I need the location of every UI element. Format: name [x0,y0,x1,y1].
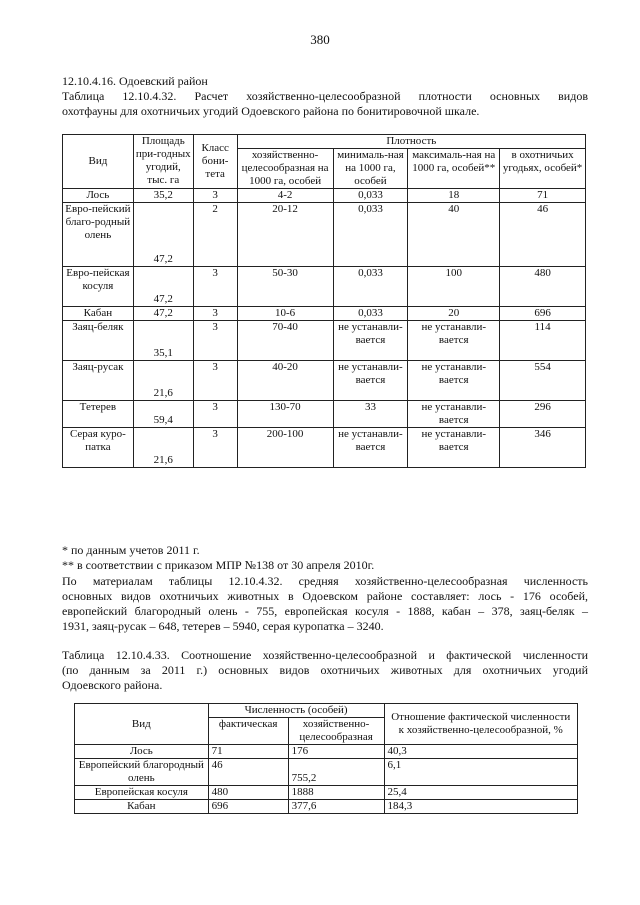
min-density-cell: не устанавли-вается [333,321,408,361]
econ-count-cell: 755,2 [288,759,384,786]
t1-header-inhab: в охотничьих угодьях, особей* [500,149,586,189]
area-cell: 47,2 [133,307,193,321]
inhab-count-cell: 296 [500,401,586,428]
table-row [63,203,586,267]
t1-header-max: максималь-ная на 1000 га, особей** [408,149,500,189]
ratio-cell: 6,1 [384,759,577,786]
class-cell: 3 [193,267,237,307]
summary-line: По материалам таблицы 12.10.4.32. средняя хозяйственно-целесообразная численность [62,574,588,588]
ratio-cell: 25,4 [384,786,577,800]
species-cell: Серая куро-патка [63,428,134,468]
table1-caption-line2: охотфауны для охотничьих угодий Одоевского района по бонитировочной шкале. [62,104,480,118]
t1-header-econ: хозяйственно-целесообразная на 1000 га, особей [237,149,333,189]
max-density-cell: 100 [408,267,500,307]
table-row [75,759,578,786]
section-title: 12.10.4.16. Одоевский район [62,74,208,88]
econ-density-cell: 130-70 [237,401,333,428]
table2-caption [62,648,588,693]
table-row [63,428,586,468]
t1-header-min: минималь-ная на 1000 га, особей [333,149,408,189]
econ-count-cell: 176 [288,745,384,759]
species-cell: Заяц-беляк [63,321,134,361]
econ-count-cell: 1888 [288,786,384,800]
summary-line: 1931, заяц-русак – 648, тетерев – 5940, серая куропатка – 3240. [62,619,384,633]
table-row [63,321,586,361]
species-cell: Лось [75,745,209,759]
area-cell: 35,2 [133,189,193,203]
page-number: 380 [310,32,330,47]
table2-caption-line: Одоевского района. [62,678,163,692]
max-density-cell: 20 [408,307,500,321]
area-cell: 47,2 [133,203,193,267]
table1-caption-line1: Таблица 12.10.4.32. Расчет хозяйственно-целесообразной плотности основных видов [62,89,588,103]
footnote-2: ** в соответствии с приказом МПР №138 от 30 апреля 2010г. [62,558,375,572]
class-cell: 3 [193,401,237,428]
econ-density-cell: 70-40 [237,321,333,361]
inhab-count-cell: 696 [500,307,586,321]
species-cell: Лось [63,189,134,203]
econ-density-cell: 20-12 [237,203,333,267]
table-row [63,307,586,321]
max-density-cell: не устанавли-вается [408,361,500,401]
t1-header-density: Плотность [237,135,585,149]
table1 [62,134,586,468]
species-cell: Кабан [75,800,209,814]
table2-caption-line: Таблица 12.10.4.33. Соотношение хозяйственно-целесообразной и фактической численности [62,648,588,662]
econ-density-cell: 10-6 [237,307,333,321]
class-cell: 3 [193,189,237,203]
t2-body [75,745,578,814]
table-row [63,267,586,307]
summary-line: европейский благородный олень - 755, европейская косуля - 1888, кабан – 378, заяц-беляк – [62,604,588,618]
area-cell: 21,6 [133,361,193,401]
table-row [63,401,586,428]
species-cell: Европейская косуля [75,786,209,800]
class-cell: 3 [193,307,237,321]
table-row [75,786,578,800]
table2-caption-line: (по данным за 2011 г.) основных видов охотничьих животных для охотничьих угодий [62,663,588,677]
species-cell: Европейский благородный олень [75,759,209,786]
min-density-cell: 0,033 [333,307,408,321]
actual-count-cell: 46 [208,759,288,786]
t2-header-vid: Вид [75,704,209,745]
econ-density-cell: 4-2 [237,189,333,203]
table-row [63,361,586,401]
max-density-cell: 18 [408,189,500,203]
inhab-count-cell: 480 [500,267,586,307]
econ-density-cell: 50-30 [237,267,333,307]
actual-count-cell: 480 [208,786,288,800]
min-density-cell: 0,033 [333,267,408,307]
area-cell: 35,1 [133,321,193,361]
species-cell: Заяц-русак [63,361,134,401]
t2-header-ratio: Отношение фактической численности к хозяйственно-целесообразной, % [384,704,577,745]
actual-count-cell: 71 [208,745,288,759]
inhab-count-cell: 71 [500,189,586,203]
inhab-count-cell: 554 [500,361,586,401]
t2-header-fact: фактическая [208,718,288,745]
summary-paragraph [62,574,588,634]
t1-header-area: Площадь при-годных угодий, тыс. га [133,135,193,189]
actual-count-cell: 696 [208,800,288,814]
table-row [63,189,586,203]
econ-count-cell: 377,6 [288,800,384,814]
t1-header-vid: Вид [63,135,134,189]
t1-header-class: Класс бони-тета [193,135,237,189]
ratio-cell: 40,3 [384,745,577,759]
inhab-count-cell: 114 [500,321,586,361]
class-cell: 3 [193,321,237,361]
min-density-cell: не устанавли-вается [333,428,408,468]
ratio-cell: 184,3 [384,800,577,814]
summary-line: основных видов охотничьих животных в Одоевском районе составляет: лось - 176 особей, [62,589,588,603]
max-density-cell: 40 [408,203,500,267]
econ-density-cell: 200-100 [237,428,333,468]
t2-header-count: Численность (особей) [208,704,384,718]
table-row [75,745,578,759]
species-cell: Тетерев [63,401,134,428]
area-cell: 59,4 [133,401,193,428]
max-density-cell: не устанавли-вается [408,321,500,361]
min-density-cell: 0,033 [333,189,408,203]
min-density-cell: не устанавли-вается [333,361,408,401]
min-density-cell: 33 [333,401,408,428]
species-cell: Кабан [63,307,134,321]
class-cell: 2 [193,203,237,267]
inhab-count-cell: 46 [500,203,586,267]
area-cell: 21,6 [133,428,193,468]
species-cell: Евро-пейская косуля [63,267,134,307]
footnote-1: * по данным учетов 2011 г. [62,543,200,557]
t1-body [63,189,586,468]
econ-density-cell: 40-20 [237,361,333,401]
area-cell: 47,2 [133,267,193,307]
table2 [74,703,578,814]
max-density-cell: не устанавли-вается [408,401,500,428]
min-density-cell: 0,033 [333,203,408,267]
species-cell: Евро-пейский благо-родный олень [63,203,134,267]
inhab-count-cell: 346 [500,428,586,468]
class-cell: 3 [193,428,237,468]
max-density-cell: не устанавли-вается [408,428,500,468]
table-row [75,800,578,814]
class-cell: 3 [193,361,237,401]
t2-header-econ: хозяйственно-целесообразная [288,718,384,745]
